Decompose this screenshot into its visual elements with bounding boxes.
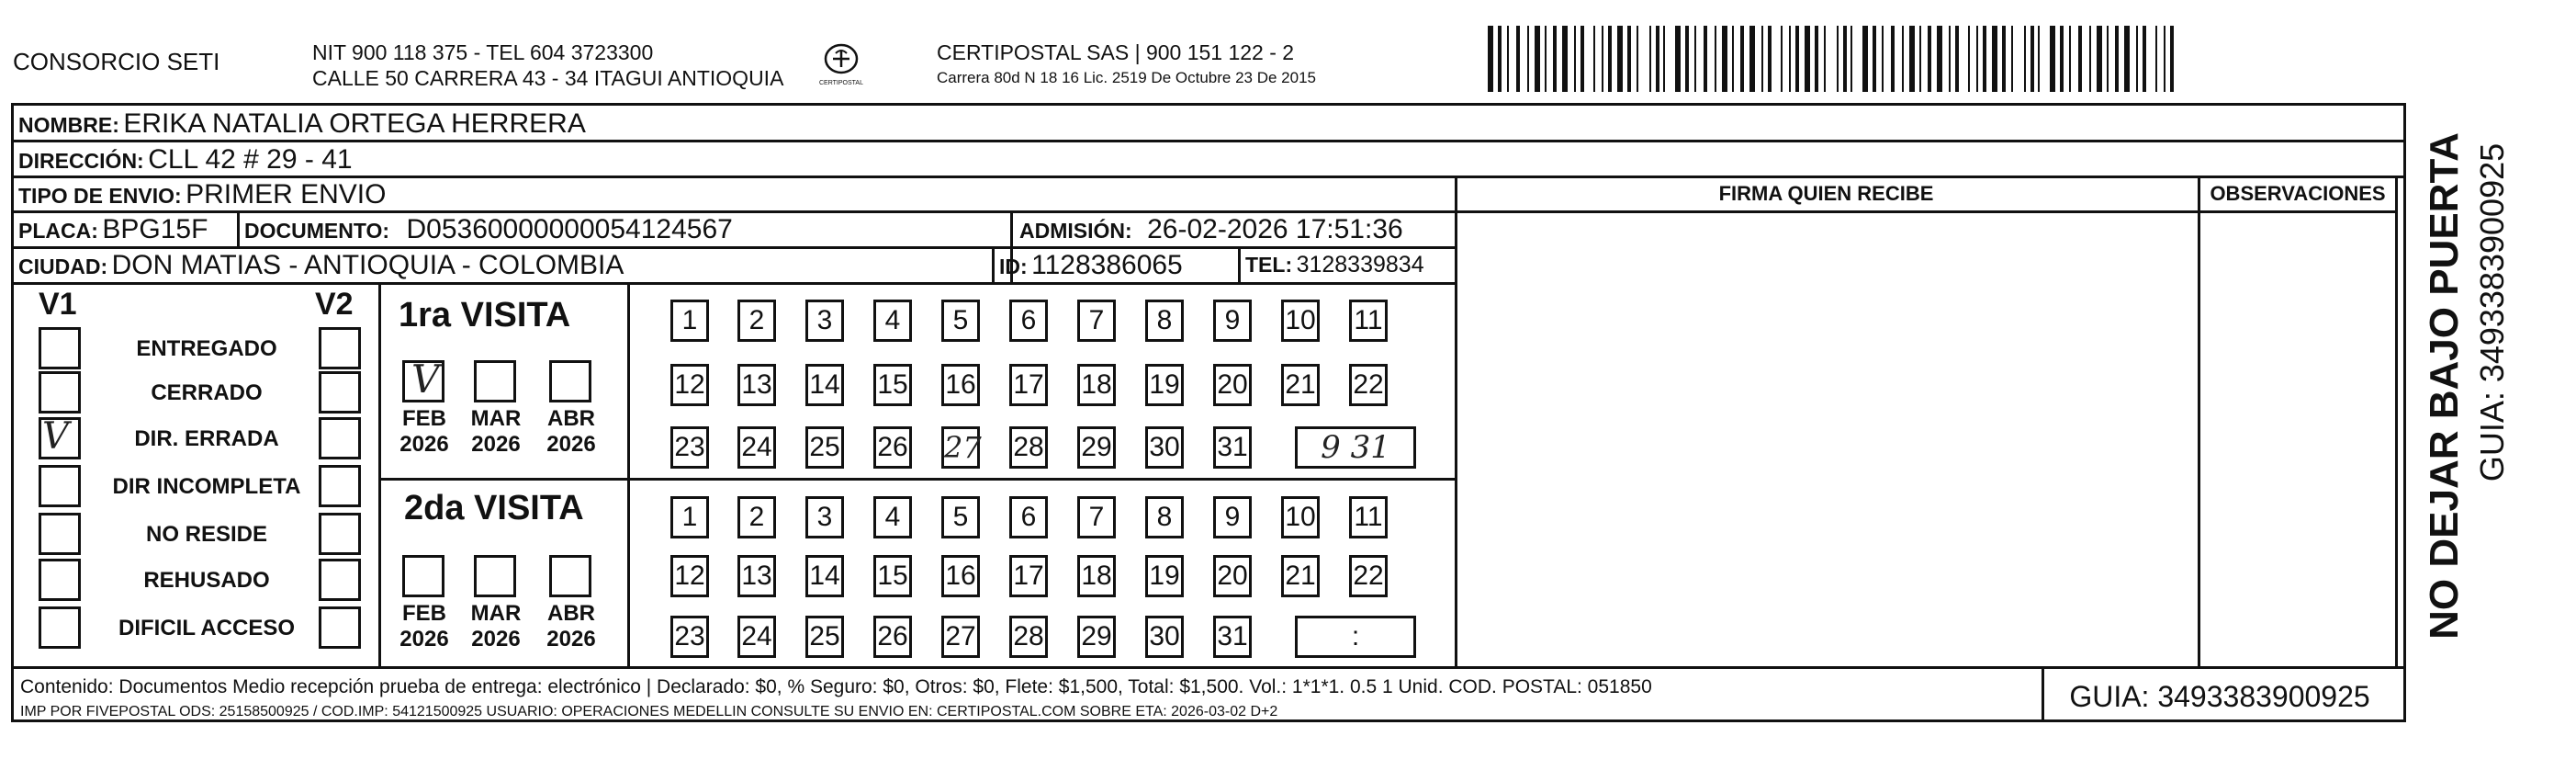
status-label-3: DIR INCOMPLETA [112, 474, 301, 499]
tel-field [1245, 252, 1424, 278]
license-line: Carrera 80d N 18 16 Lic. 2519 De Octubre 23 De 2015 [937, 69, 1316, 86]
first-visit-day-30[interactable]: 30 [1145, 426, 1184, 469]
divider [627, 282, 630, 666]
second-visit-month-box-2[interactable] [549, 555, 591, 597]
first-visit-day-23[interactable]: 23 [670, 426, 709, 469]
divider [1238, 246, 1241, 282]
first-visit-title: 1ra VISITA [399, 296, 571, 334]
v1-checkbox-0[interactable] [39, 327, 81, 369]
divider [1455, 176, 1457, 666]
first-visit-day-13[interactable]: 13 [737, 364, 776, 406]
tipo-envio-value: PRIMER ENVIO [186, 179, 387, 210]
documento-label: DOCUMENTO: [244, 219, 390, 243]
certipostal-logo [816, 39, 867, 90]
second-visit-month-box-1[interactable] [474, 555, 516, 597]
status-check-mark: V [42, 415, 69, 458]
second-visit-day-3[interactable]: 3 [805, 496, 844, 538]
ciudad-value: DON MATIAS - ANTIOQUIA - COLOMBIA [111, 250, 624, 280]
first-visit-day-10[interactable]: 10 [1281, 300, 1320, 342]
second-visit-day-8[interactable]: 8 [1145, 496, 1184, 538]
first-visit-day-1[interactable]: 1 [670, 300, 709, 342]
footer-content-line: Contenido: Documentos Medio recepción prueba de entrega: electrónico | Declarado: $0, % Seguro: $0, Otros: $0, Flete: $1,500, Total: $1,500. Vol.: 1*1*1. 0.5 1 Unid. COD. POSTAL: 051850 [20, 676, 1652, 697]
v2-checkbox-3[interactable] [319, 465, 361, 507]
observations-area[interactable] [2204, 217, 2391, 663]
v1-header: V1 [39, 287, 77, 322]
divider [11, 176, 2406, 178]
second-visit-time-box[interactable] [1295, 616, 1416, 658]
first-visit-day-6[interactable]: 6 [1009, 300, 1048, 342]
second-visit-month-2: ABR [547, 601, 595, 626]
first-visit-month-box-2[interactable] [549, 360, 591, 402]
divider [11, 210, 1455, 213]
id-label: ID: [999, 255, 1028, 278]
first-visit-time-box[interactable] [1295, 426, 1416, 469]
documento-value: D05360000000054124567 [406, 214, 733, 244]
no-dejar-bajo-puerta: NO DEJAR BAJO PUERTA [2422, 132, 2467, 640]
divider [1455, 210, 2398, 213]
placa-label: PLACA: [18, 219, 98, 243]
divider [237, 210, 240, 247]
first-visit-day-27-handwritten: 27 [944, 430, 982, 465]
second-visit-day-11[interactable]: 11 [1349, 496, 1388, 538]
first-visit-year-2: 2026 [546, 432, 596, 457]
v1-checkbox-4[interactable] [39, 513, 81, 555]
v1-checkbox-1[interactable] [39, 371, 81, 413]
nombre-label: NOMBRE: [18, 113, 119, 137]
observaciones-header: OBSERVACIONES [2210, 182, 2386, 205]
tel-value: 3128339834 [1296, 252, 1424, 278]
second-visit-month-box-0[interactable] [402, 555, 444, 597]
first-visit-day-28[interactable]: 28 [1009, 426, 1048, 469]
admision-value: 26-02-2026 17:51:36 [1147, 214, 1403, 244]
first-visit-day-20[interactable]: 20 [1213, 364, 1252, 406]
second-visit-day-18[interactable]: 18 [1077, 555, 1116, 597]
barcode [1488, 26, 2177, 92]
second-visit-day-24[interactable]: 24 [737, 616, 776, 658]
second-visit-day-30[interactable]: 30 [1145, 616, 1184, 658]
second-visit-year-0: 2026 [399, 627, 449, 651]
first-visit-day-25[interactable]: 25 [805, 426, 844, 469]
v2-checkbox-0[interactable] [319, 327, 361, 369]
first-visit-day-2[interactable]: 2 [737, 300, 776, 342]
footer-print-line: IMP POR FIVEPOSTAL ODS: 25158500925 / COD.IMP: 54121500925 USUARIO: OPERACIONES MEDELLIN CONSULTE SU ENVIO EN: CERTIPOSTAL.COM SOBRE ETA: 2026-03-02 D+2 [20, 704, 1278, 719]
second-visit-day-19[interactable]: 19 [1145, 555, 1184, 597]
first-visit-day-31[interactable]: 31 [1213, 426, 1252, 469]
v2-header: V2 [315, 287, 354, 322]
second-visit-year-1: 2026 [471, 627, 521, 651]
first-visit-day-27[interactable] [941, 426, 980, 469]
second-visit-day-23[interactable]: 23 [670, 616, 709, 658]
first-visit-time-handwritten: 9 31 [1321, 429, 1390, 466]
v2-checkbox-2[interactable] [319, 417, 361, 459]
side-guia: GUIA: 3493383900925 [2473, 142, 2511, 482]
first-visit-day-9[interactable]: 9 [1213, 300, 1252, 342]
admision-label: ADMISIÓN: [1019, 219, 1132, 243]
second-visit-month-1: MAR [470, 601, 522, 626]
v2-checkbox-4[interactable] [319, 513, 361, 555]
ciudad-field [18, 250, 624, 281]
admision-field [1019, 214, 1403, 245]
v2-checkbox-5[interactable] [319, 559, 361, 601]
v2-checkbox-6[interactable] [319, 606, 361, 649]
id-value: 1128386065 [1031, 250, 1183, 280]
ciudad-label: CIUDAD: [18, 255, 108, 278]
first-visit-day-24[interactable]: 24 [737, 426, 776, 469]
second-visit-time-colon: : [1351, 621, 1360, 651]
status-label-2: DIR. ERRADA [134, 426, 279, 451]
divider [2395, 176, 2398, 666]
first-visit-day-26[interactable]: 26 [873, 426, 912, 469]
first-visit-year-0: 2026 [399, 432, 449, 457]
address-line: CALLE 50 CARRERA 43 - 34 ITAGUI ANTIOQUIA [312, 66, 784, 90]
nombre-field [18, 108, 586, 140]
first-visit-day-11[interactable]: 11 [1349, 300, 1388, 342]
direccion-label: DIRECCIÓN: [18, 149, 144, 173]
divider [378, 282, 381, 666]
divider [11, 140, 2406, 142]
first-visit-day-29[interactable]: 29 [1077, 426, 1116, 469]
status-label-0: ENTREGADO [136, 336, 277, 361]
second-visit-day-15[interactable]: 15 [873, 555, 912, 597]
second-visit-day-28[interactable]: 28 [1009, 616, 1048, 658]
second-visit-day-17[interactable]: 17 [1009, 555, 1048, 597]
second-visit-day-31[interactable]: 31 [1213, 616, 1252, 658]
second-visit-day-5[interactable]: 5 [941, 496, 980, 538]
second-visit-day-27[interactable]: 27 [941, 616, 980, 658]
second-visit-day-1[interactable]: 1 [670, 496, 709, 538]
second-visit-day-12[interactable]: 12 [670, 555, 709, 597]
carrier-line: CERTIPOSTAL SAS | 900 151 122 - 2 [937, 40, 1295, 64]
first-visit-day-21[interactable]: 21 [1281, 364, 1320, 406]
second-visit-day-16[interactable]: 16 [941, 555, 980, 597]
direccion-value: CLL 42 # 29 - 41 [148, 144, 353, 175]
status-label-1: CERRADO [151, 380, 263, 405]
id-field [999, 250, 1183, 281]
divider [992, 246, 995, 282]
second-visit-day-22[interactable]: 22 [1349, 555, 1388, 597]
footer-guia: GUIA: 3493383900925 [2069, 680, 2370, 713]
first-visit-day-18[interactable]: 18 [1077, 364, 1116, 406]
first-visit-day-3[interactable]: 3 [805, 300, 844, 342]
first-visit-day-22[interactable]: 22 [1349, 364, 1388, 406]
first-visit-day-15[interactable]: 15 [873, 364, 912, 406]
first-visit-day-7[interactable]: 7 [1077, 300, 1116, 342]
status-label-4: NO RESIDE [145, 522, 268, 547]
second-visit-day-2[interactable]: 2 [737, 496, 776, 538]
v2-checkbox-1[interactable] [319, 371, 361, 413]
first-visit-day-14[interactable]: 14 [805, 364, 844, 406]
second-visit-day-9[interactable]: 9 [1213, 496, 1252, 538]
second-visit-day-10[interactable]: 10 [1281, 496, 1320, 538]
divider [378, 478, 1455, 481]
tipo-envio-field [18, 179, 386, 210]
v1-checkbox-6[interactable] [39, 606, 81, 649]
divider [11, 666, 2406, 669]
second-visit-day-20[interactable]: 20 [1213, 555, 1252, 597]
second-visit-title: 2da VISITA [404, 489, 584, 527]
direccion-field [18, 144, 353, 176]
first-visit-year-1: 2026 [471, 432, 521, 457]
firma-header: FIRMA QUIEN RECIBE [1718, 182, 1934, 205]
company-name: CONSORCIO SETI [13, 48, 220, 75]
first-visit-month-box-1[interactable] [474, 360, 516, 402]
divider [11, 282, 1455, 285]
nombre-value: ERIKA NATALIA ORTEGA HERRERA [123, 108, 586, 139]
status-label-6: DIFICIL ACCESO [118, 616, 295, 640]
placa-field [18, 214, 208, 245]
second-visit-month-0: FEB [402, 601, 446, 626]
first-visit-day-12[interactable]: 12 [670, 364, 709, 406]
first-visit-day-4[interactable]: 4 [873, 300, 912, 342]
v1-checkbox-3[interactable] [39, 465, 81, 507]
first-visit-day-5[interactable]: 5 [941, 300, 980, 342]
first-visit-day-19[interactable]: 19 [1145, 364, 1184, 406]
first-visit-month-1: MAR [470, 406, 522, 431]
divider [2198, 176, 2200, 666]
documento-field [244, 214, 733, 245]
tel-label: TEL: [1245, 253, 1293, 277]
v1-checkbox-5[interactable] [39, 559, 81, 601]
status-label-5: REHUSADO [143, 568, 270, 593]
second-visit-day-25[interactable]: 25 [805, 616, 844, 658]
second-visit-day-7[interactable]: 7 [1077, 496, 1116, 538]
second-visit-year-2: 2026 [546, 627, 596, 651]
first-visit-month-0: FEB [402, 406, 446, 431]
second-visit-day-21[interactable]: 21 [1281, 555, 1320, 597]
second-visit-day-13[interactable]: 13 [737, 555, 776, 597]
nit-line: NIT 900 118 375 - TEL 604 3723300 [312, 40, 654, 64]
second-visit-day-14[interactable]: 14 [805, 555, 844, 597]
second-visit-day-6[interactable]: 6 [1009, 496, 1048, 538]
first-visit-day-16[interactable]: 16 [941, 364, 980, 406]
svg-text:CERTIPOSTAL: CERTIPOSTAL [819, 80, 863, 86]
tipo-envio-label: TIPO DE ENVIO: [18, 184, 182, 208]
placa-value: BPG15F [102, 214, 208, 244]
first-visit-month-mark: V [411, 357, 440, 402]
first-visit-day-8[interactable]: 8 [1145, 300, 1184, 342]
second-visit-day-4[interactable]: 4 [873, 496, 912, 538]
first-visit-month-2: ABR [547, 406, 595, 431]
signature-area[interactable] [1460, 217, 2193, 663]
second-visit-day-29[interactable]: 29 [1077, 616, 1116, 658]
first-visit-day-17[interactable]: 17 [1009, 364, 1048, 406]
second-visit-day-26[interactable]: 26 [873, 616, 912, 658]
